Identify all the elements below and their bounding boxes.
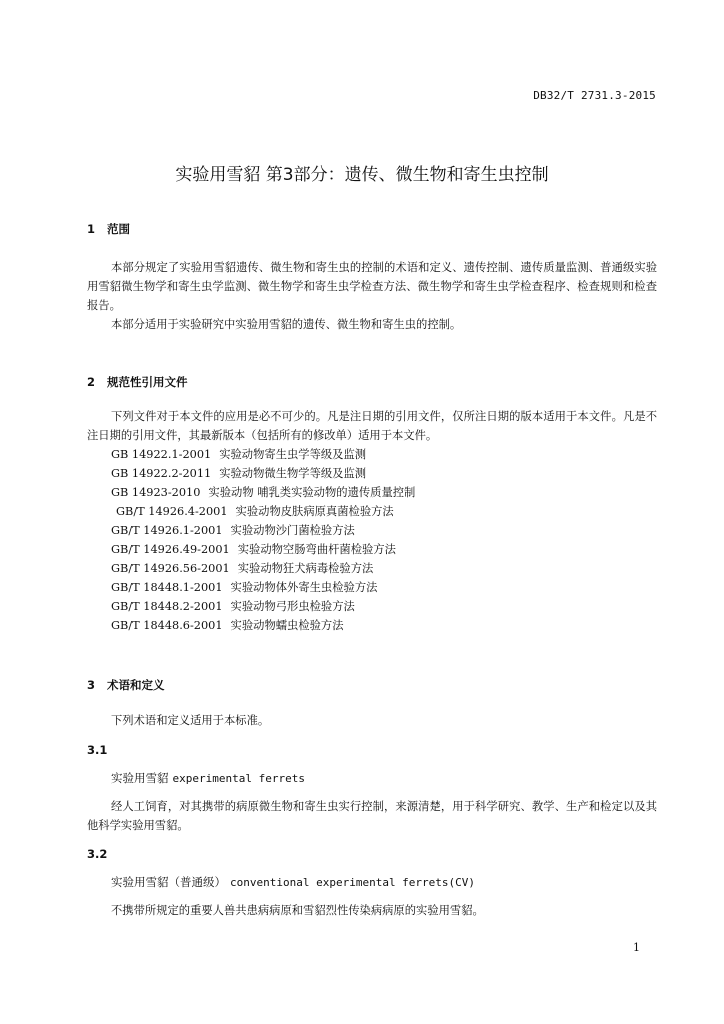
reference-code: GB/T 14926.4-2001 xyxy=(116,505,228,518)
reference-title: 实验动物皮肤病原真菌检验方法 xyxy=(235,505,394,518)
reference-item xyxy=(111,483,415,502)
section-title: 术语和定义 xyxy=(107,678,165,692)
reference-title: 实验动物空肠弯曲杆菌检验方法 xyxy=(237,543,396,556)
reference-code: GB 14922.1-2001 xyxy=(111,448,212,461)
reference-title: 实验动物沙门菌检验方法 xyxy=(230,524,355,537)
reference-item xyxy=(111,445,415,464)
section-heading-terms-definitions xyxy=(87,677,165,693)
reference-item xyxy=(111,502,415,521)
reference-item xyxy=(111,464,415,483)
reference-item xyxy=(111,540,415,559)
section-title: 规范性引用文件 xyxy=(107,375,188,389)
section-title: 范围 xyxy=(107,222,130,236)
term-number: 3.1 xyxy=(87,743,108,757)
term-english: conventional experimental ferrets(CV) xyxy=(230,876,476,889)
section-heading-scope xyxy=(87,221,130,237)
reference-code: GB/T 18448.1-2001 xyxy=(111,581,223,594)
term-definition: 经人工饲育，对其携带的病原微生物和寄生虫实行控制，来源清楚，用于科学研究、教学、生产和检定以及其他科学实验用雪貂。 xyxy=(87,800,657,832)
reference-code: GB/T 14926.49-2001 xyxy=(111,543,230,556)
section-number: 2 xyxy=(87,375,96,389)
section-heading-normative-references xyxy=(87,374,188,390)
reference-code: GB/T 18448.6-2001 xyxy=(111,619,223,632)
reference-item xyxy=(111,559,415,578)
term-english: experimental ferrets xyxy=(172,772,305,785)
term-entry xyxy=(111,874,475,890)
reference-title: 实验动物弓形虫检验方法 xyxy=(230,600,355,613)
reference-code: GB/T 14926.56-2001 xyxy=(111,562,230,575)
term-entry xyxy=(111,770,305,786)
reference-item xyxy=(111,521,415,540)
page-number: 1 xyxy=(633,941,640,954)
section-number: 1 xyxy=(87,222,96,236)
reference-title: 实验动物 哺乳类实验动物的遗传质量控制 xyxy=(208,486,416,499)
reference-code: GB/T 18448.2-2001 xyxy=(111,600,223,613)
reference-title: 实验动物蠕虫检验方法 xyxy=(230,619,344,632)
reference-code: GB 14922.2-2011 xyxy=(111,467,212,480)
standard-code: DB32/T 2731.3-2015 xyxy=(533,89,656,102)
reference-title: 实验动物寄生虫学等级及监测 xyxy=(219,448,367,461)
reference-item xyxy=(111,616,415,635)
terms-intro-paragraph: 下列术语和定义适用于本标准。 xyxy=(111,714,270,727)
reference-title: 实验动物微生物学等级及监测 xyxy=(219,467,367,480)
reference-title: 实验动物体外寄生虫检验方法 xyxy=(230,581,378,594)
term-number: 3.2 xyxy=(87,847,108,861)
references-intro-paragraph: 下列文件对于本文件的应用是必不可少的。凡是注日期的引用文件，仅所注日期的版本适用于本文件。凡是不注日期的引用文件，其最新版本（包括所有的修改单）适用于本文件。 xyxy=(87,410,657,442)
document-title: 实验用雪貂 第3部分：遗传、微生物和寄生虫控制 xyxy=(175,165,549,185)
reference-list xyxy=(111,445,415,635)
scope-applicability-paragraph: 本部分适用于实验研究中实验用雪貂的遗传、微生物和寄生虫的控制。 xyxy=(111,318,462,331)
reference-item xyxy=(111,578,415,597)
term-chinese: 实验用雪貂 xyxy=(111,771,169,785)
scope-paragraph: 本部分规定了实验用雪貂遗传、微生物和寄生虫的控制的术语和定义、遗传控制、遗传质量监测、普通级实验用雪貂微生物学和寄生虫学监测、微生物学和寄生虫学检查方法、微生物学和寄生虫学检查程序、检查规则和检查报告。 xyxy=(87,261,657,312)
term-chinese: 实验用雪貂（普通级） xyxy=(111,875,226,889)
section-number: 3 xyxy=(87,678,96,692)
reference-code: GB 14923-2010 xyxy=(111,486,201,499)
reference-title: 实验动物狂犬病毒检验方法 xyxy=(237,562,374,575)
term-definition: 不携带所规定的重要人兽共患病病原和雪貂烈性传染病病原的实验用雪貂。 xyxy=(111,904,484,917)
reference-item xyxy=(111,597,415,616)
reference-code: GB/T 14926.1-2001 xyxy=(111,524,223,537)
